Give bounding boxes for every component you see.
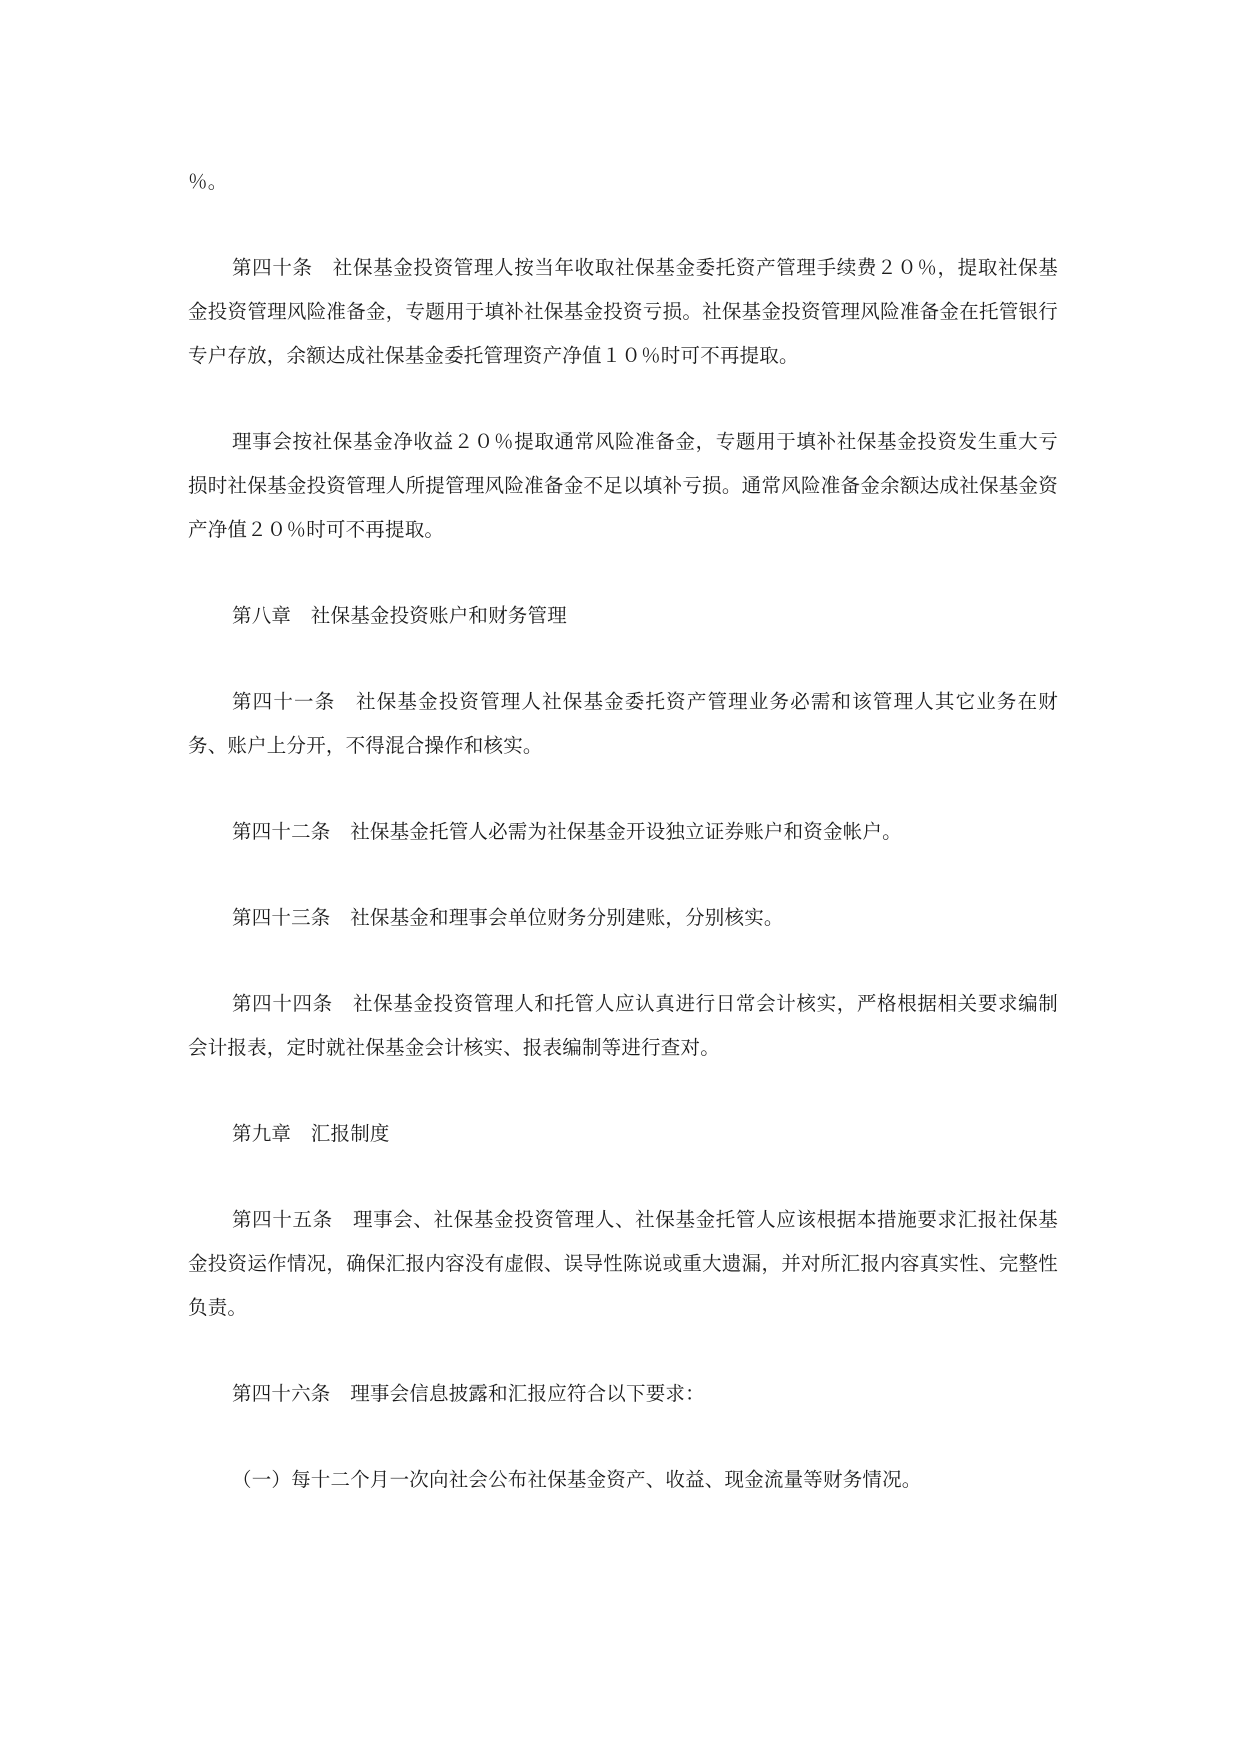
council-risk-reserve-paragraph: 理事会按社保基金净收益２０％提取通常风险准备金，专题用于填补社保基金投资发生重大亏损时社保基金投资管理人所提管理风险准备金不足以填补亏损。通常风险准备金余额达成社保基金资产净值２０％时可不再提取。 <box>188 430 1058 541</box>
article-46-item-1: （一）每十二个月一次向社会公布社保基金资产、收益、现金流量等财务情况。 <box>232 1468 922 1491</box>
article-43: 第四十三条 社保基金和理事会单位财务分别建账，分别核实。 <box>232 906 784 929</box>
article-41: 第四十一条 社保基金投资管理人社保基金委托资产管理业务必需和该管理人其它业务在财务、账户上分开，不得混合操作和核实。 <box>188 690 1058 757</box>
article-46: 第四十六条 理事会信息披露和汇报应符合以下要求： <box>232 1382 705 1405</box>
article-44: 第四十四条 社保基金投资管理人和托管人应认真进行日常会计核实，严格根据相关要求编制会计报表，定时就社保基金会计核实、报表编制等进行查对。 <box>188 992 1058 1059</box>
article-45: 第四十五条 理事会、社保基金投资管理人、社保基金托管人应该根据本措施要求汇报社保基金投资运作情况，确保汇报内容没有虚假、误导性陈说或重大遗漏，并对所汇报内容真实性、完整性负责。 <box>188 1208 1058 1319</box>
document-page <box>188 160 1058 1502</box>
article-40: 第四十条 社保基金投资管理人按当年收取社保基金委托资产管理手续费２０％，提取社保基金投资管理风险准备金，专题用于填补社保基金投资亏损。社保基金投资管理风险准备金在托管银行专户存放，余额达成社保基金委托管理资产净值１０％时可不再提取。 <box>188 256 1058 367</box>
chapter-8-heading: 第八章 社保基金投资账户和财务管理 <box>232 604 567 627</box>
article-42: 第四十二条 社保基金托管人必需为社保基金开设独立证券账户和资金帐户。 <box>232 820 902 843</box>
paragraph-fragment: ％。 <box>188 170 228 193</box>
chapter-9-heading: 第九章 汇报制度 <box>232 1122 390 1145</box>
